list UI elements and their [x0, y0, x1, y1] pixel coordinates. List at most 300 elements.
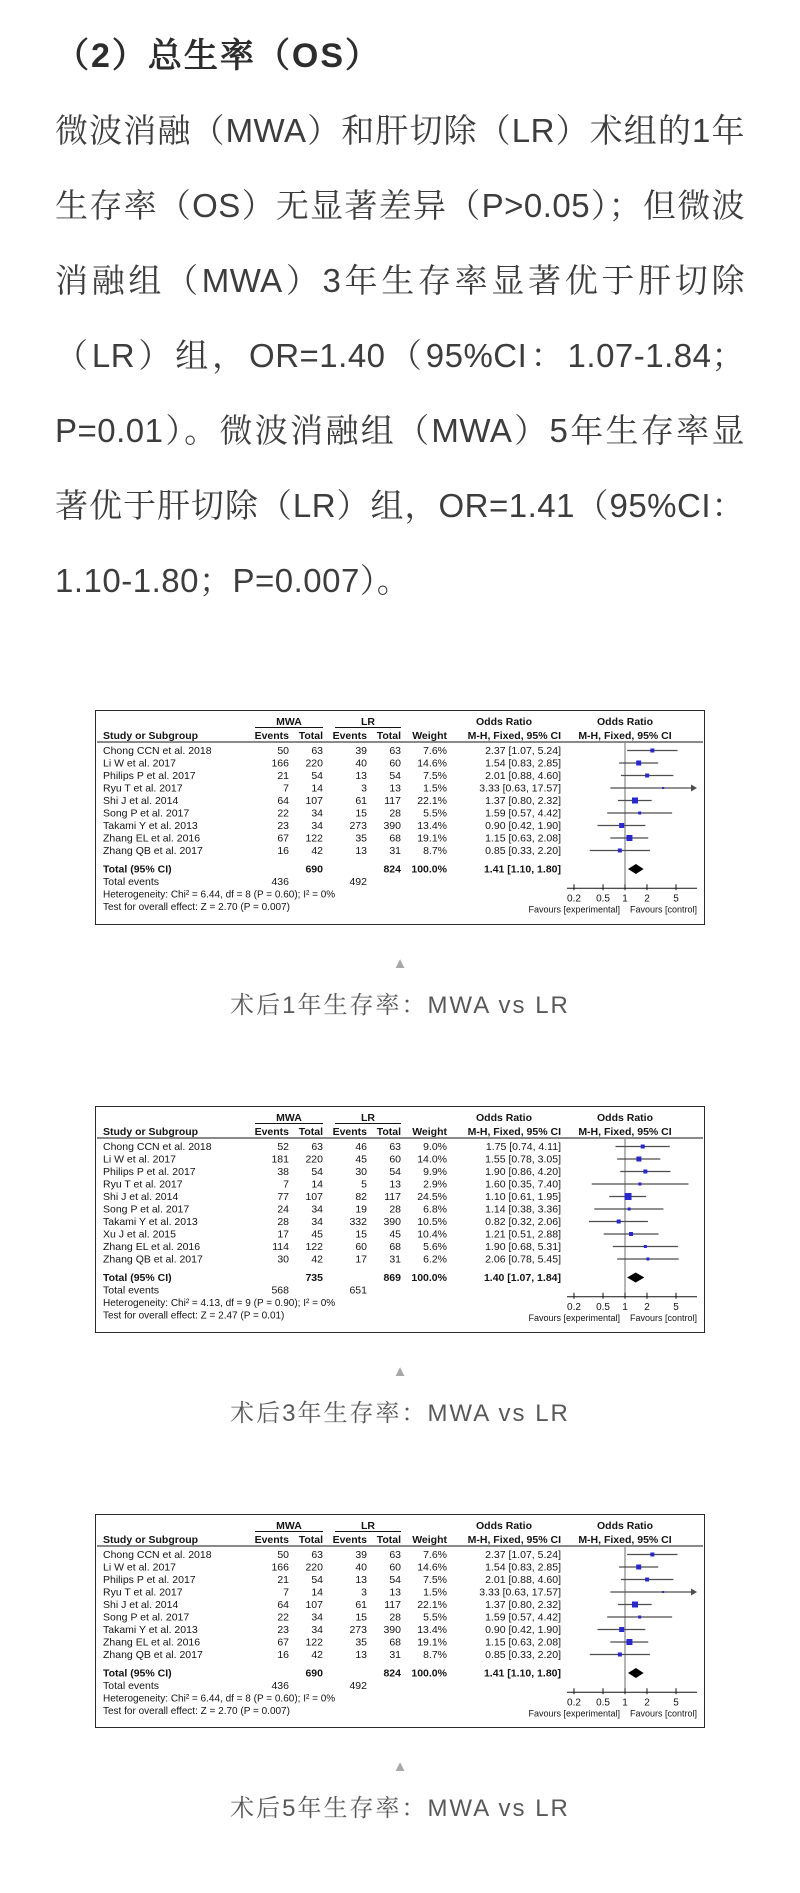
svg-text:492: 492: [349, 876, 367, 888]
or-square-marker: [629, 1232, 633, 1236]
svg-text:0.2: 0.2: [567, 893, 581, 905]
svg-text:34: 34: [311, 1215, 323, 1228]
pooled-diamond: [628, 864, 644, 874]
svg-text:19.1%: 19.1%: [417, 1636, 447, 1648]
svg-text:390: 390: [383, 820, 401, 832]
svg-text:Study or Subgroup: Study or Subgroup: [103, 1533, 199, 1546]
svg-text:45: 45: [389, 1228, 401, 1240]
svg-text:23: 23: [277, 820, 289, 832]
or-square-marker: [628, 1207, 631, 1210]
svg-text:LR: LR: [361, 716, 375, 728]
svg-text:100.0%: 100.0%: [411, 863, 447, 876]
svg-text:Events: Events: [254, 1125, 289, 1138]
svg-text:1.37 [0.80, 2.32]: 1.37 [0.80, 2.32]: [485, 1598, 561, 1611]
svg-text:Ryu T et al. 2017: Ryu T et al. 2017: [103, 782, 183, 795]
svg-text:1.54 [0.83, 2.85]: 1.54 [0.83, 2.85]: [485, 757, 561, 770]
svg-text:1.15 [0.63, 2.08]: 1.15 [0.63, 2.08]: [485, 832, 561, 845]
svg-text:Heterogeneity: Chi² = 4.13, df: Heterogeneity: Chi² = 4.13, df = 9 (P = 0.90); I² = 0%: [103, 1297, 336, 1309]
svg-text:28: 28: [277, 1215, 289, 1228]
svg-text:30: 30: [277, 1253, 289, 1265]
svg-text:114: 114: [272, 1240, 289, 1253]
svg-text:Takami Y et al. 2013: Takami Y et al. 2013: [103, 1215, 198, 1228]
svg-text:28: 28: [389, 1611, 401, 1623]
svg-text:14: 14: [311, 782, 323, 795]
svg-text:Zhang QB et al. 2017: Zhang QB et al. 2017: [103, 845, 203, 857]
svg-text:67: 67: [277, 1636, 289, 1648]
svg-text:MWA: MWA: [276, 1519, 302, 1532]
figure-5year-os: [55, 1514, 745, 1824]
svg-text:273: 273: [349, 820, 367, 832]
svg-text:220: 220: [305, 1153, 323, 1165]
svg-text:0.5: 0.5: [596, 1301, 610, 1313]
svg-text:34: 34: [311, 1203, 323, 1215]
svg-text:332: 332: [349, 1215, 367, 1228]
svg-text:Total: Total: [298, 730, 323, 742]
svg-text:34: 34: [311, 807, 323, 820]
svg-text:68: 68: [389, 1636, 401, 1648]
svg-text:5.5%: 5.5%: [423, 1611, 447, 1623]
svg-text:Events: Events: [332, 730, 367, 742]
svg-text:M-H, Fixed, 95% CI: M-H, Fixed, 95% CI: [578, 1533, 672, 1546]
collapse-triangle-icon[interactable]: ▲: [392, 1362, 408, 1380]
svg-text:122: 122: [305, 832, 323, 845]
svg-text:9.9%: 9.9%: [423, 1165, 447, 1178]
or-square-marker: [645, 1577, 649, 1581]
svg-text:46: 46: [355, 1140, 367, 1153]
svg-text:3.33 [0.63, 17.57]: 3.33 [0.63, 17.57]: [479, 782, 561, 795]
svg-text:Total events: Total events: [103, 876, 160, 888]
svg-text:77: 77: [277, 1190, 289, 1203]
svg-text:Total (95% CI): Total (95% CI): [103, 863, 172, 876]
svg-text:1.55 [0.78, 3.05]: 1.55 [0.78, 3.05]: [485, 1153, 561, 1165]
svg-text:54: 54: [311, 770, 323, 782]
or-square-marker: [641, 1144, 645, 1148]
or-square-marker: [626, 835, 632, 841]
pooled-diamond: [627, 1272, 644, 1282]
svg-text:42: 42: [311, 845, 323, 857]
forest-plot-3year-svg: [97, 1110, 703, 1329]
or-square-marker: [662, 787, 664, 789]
or-square-marker: [619, 1627, 624, 1632]
figure-caption-5year: 术后5年生存率：MWA vs LR: [230, 1795, 570, 1822]
svg-text:Weight: Weight: [412, 1125, 447, 1138]
svg-text:5: 5: [673, 893, 679, 905]
svg-text:13: 13: [389, 1178, 401, 1190]
svg-text:10.5%: 10.5%: [417, 1215, 447, 1228]
svg-text:1.90 [0.86, 4.20]: 1.90 [0.86, 4.20]: [485, 1165, 561, 1178]
or-square-marker: [638, 1182, 641, 1185]
svg-text:21: 21: [277, 770, 289, 782]
svg-text:6.8%: 6.8%: [423, 1203, 447, 1215]
svg-text:14.0%: 14.0%: [417, 1153, 447, 1165]
svg-text:31: 31: [389, 845, 401, 857]
svg-text:50: 50: [277, 745, 289, 757]
svg-text:5.6%: 5.6%: [423, 1240, 447, 1253]
svg-text:14.6%: 14.6%: [417, 757, 447, 770]
svg-text:1.54 [0.83, 2.85]: 1.54 [0.83, 2.85]: [485, 1561, 561, 1573]
svg-text:45: 45: [355, 1153, 367, 1165]
svg-text:17: 17: [355, 1253, 367, 1265]
svg-text:Events: Events: [254, 1533, 289, 1546]
svg-text:30: 30: [355, 1165, 367, 1178]
svg-text:MWA: MWA: [276, 1111, 302, 1124]
svg-text:Philips P et al. 2017: Philips P et al. 2017: [103, 1165, 196, 1178]
svg-text:117: 117: [384, 1598, 401, 1611]
svg-text:Total: Total: [376, 730, 401, 742]
svg-text:60: 60: [389, 757, 401, 770]
svg-text:Ryu T et al. 2017: Ryu T et al. 2017: [103, 1178, 183, 1190]
svg-text:2: 2: [644, 893, 650, 905]
svg-text:68: 68: [389, 832, 401, 845]
svg-text:Ryu T et al. 2017: Ryu T et al. 2017: [103, 1586, 183, 1598]
svg-text:Study or Subgroup: Study or Subgroup: [103, 730, 199, 742]
svg-text:LR: LR: [361, 1519, 375, 1532]
section-heading: （2）总生率（OS）: [55, 37, 382, 75]
svg-text:100.0%: 100.0%: [411, 1271, 447, 1284]
svg-text:63: 63: [389, 745, 401, 757]
svg-text:1.5%: 1.5%: [423, 1586, 447, 1598]
svg-text:13.4%: 13.4%: [417, 1623, 447, 1636]
svg-text:64: 64: [277, 1598, 289, 1611]
svg-text:122: 122: [305, 1636, 323, 1648]
svg-text:869: 869: [383, 1271, 401, 1284]
svg-text:5: 5: [361, 1178, 367, 1190]
svg-text:19: 19: [355, 1203, 367, 1215]
svg-text:1.15 [0.63, 2.08]: 1.15 [0.63, 2.08]: [485, 1636, 561, 1648]
svg-text:28: 28: [389, 807, 401, 820]
svg-text:Li W et al. 2017: Li W et al. 2017: [103, 1153, 176, 1165]
svg-text:7: 7: [283, 782, 289, 795]
svg-text:Chong CCN et al. 2018: Chong CCN et al. 2018: [103, 1140, 212, 1153]
svg-text:16: 16: [277, 845, 289, 857]
svg-text:Events: Events: [332, 1533, 367, 1546]
pooled-diamond: [628, 1668, 644, 1678]
svg-text:Li W et al. 2017: Li W et al. 2017: [103, 1561, 176, 1573]
svg-text:Heterogeneity: Chi² = 6.44, df: Heterogeneity: Chi² = 6.44, df = 8 (P = 0.60); I² = 0%: [103, 889, 336, 901]
svg-text:1.10 [0.61, 1.95]: 1.10 [0.61, 1.95]: [485, 1190, 561, 1203]
or-square-marker: [643, 1169, 647, 1173]
svg-text:436: 436: [271, 1679, 289, 1692]
svg-text:64: 64: [277, 795, 289, 807]
svg-text:63: 63: [311, 1140, 323, 1153]
svg-text:1.59 [0.57, 4.42]: 1.59 [0.57, 4.42]: [485, 807, 561, 820]
svg-text:19.1%: 19.1%: [417, 832, 447, 845]
svg-text:1.5%: 1.5%: [423, 782, 447, 795]
svg-text:34: 34: [311, 1611, 323, 1623]
svg-text:1.60 [0.35, 7.40]: 1.60 [0.35, 7.40]: [485, 1178, 561, 1190]
svg-text:Chong CCN et al. 2018: Chong CCN et al. 2018: [103, 745, 212, 757]
svg-text:15: 15: [355, 1611, 367, 1623]
or-square-marker: [632, 798, 638, 804]
svg-text:Odds Ratio: Odds Ratio: [475, 1111, 533, 1124]
svg-text:13: 13: [355, 1648, 367, 1661]
svg-text:7.5%: 7.5%: [423, 770, 447, 782]
svg-text:166: 166: [271, 757, 289, 770]
svg-text:63: 63: [389, 1140, 401, 1153]
svg-text:0.85 [0.33, 2.20]: 0.85 [0.33, 2.20]: [485, 1648, 561, 1661]
svg-text:0.5: 0.5: [596, 893, 610, 905]
svg-text:63: 63: [389, 1548, 401, 1561]
or-square-marker: [636, 1156, 641, 1161]
svg-text:2.01 [0.88, 4.60]: 2.01 [0.88, 4.60]: [485, 770, 561, 782]
svg-text:42: 42: [311, 1648, 323, 1661]
svg-text:2.01 [0.88, 4.60]: 2.01 [0.88, 4.60]: [485, 1573, 561, 1586]
svg-text:13: 13: [355, 1573, 367, 1586]
svg-text:Total events: Total events: [103, 1284, 160, 1296]
svg-text:Odds Ratio: Odds Ratio: [596, 1519, 654, 1532]
collapse-triangle-icon[interactable]: ▲: [392, 954, 408, 972]
or-square-marker: [644, 1245, 647, 1248]
svg-text:1.21 [0.51, 2.88]: 1.21 [0.51, 2.88]: [485, 1228, 561, 1240]
svg-text:31: 31: [389, 1253, 401, 1265]
svg-text:17: 17: [277, 1228, 289, 1240]
svg-text:52: 52: [277, 1140, 289, 1153]
or-square-marker: [618, 849, 622, 853]
svg-text:390: 390: [383, 1215, 401, 1228]
svg-text:22.1%: 22.1%: [417, 1598, 447, 1611]
svg-text:54: 54: [311, 1165, 323, 1178]
svg-text:690: 690: [305, 863, 323, 876]
svg-text:M-H, Fixed, 95% CI: M-H, Fixed, 95% CI: [578, 1125, 672, 1138]
svg-text:14: 14: [311, 1178, 323, 1190]
svg-text:Total: Total: [376, 1533, 401, 1546]
svg-text:Favours [control]: Favours [control]: [630, 1312, 698, 1323]
svg-text:1.59 [0.57, 4.42]: 1.59 [0.57, 4.42]: [485, 1611, 561, 1623]
or-square-marker: [626, 1639, 632, 1645]
svg-text:Odds Ratio: Odds Ratio: [596, 1111, 654, 1124]
svg-text:Zhang QB et al. 2017: Zhang QB et al. 2017: [103, 1648, 203, 1661]
svg-text:100.0%: 100.0%: [411, 1667, 447, 1679]
svg-text:38: 38: [277, 1165, 289, 1178]
svg-text:15: 15: [355, 807, 367, 820]
svg-text:Zhang EL et al. 2016: Zhang EL et al. 2016: [103, 1636, 201, 1648]
svg-text:M-H, Fixed, 95% CI: M-H, Fixed, 95% CI: [467, 1125, 561, 1138]
svg-text:735: 735: [305, 1271, 323, 1284]
svg-text:0.90 [0.42, 1.90]: 0.90 [0.42, 1.90]: [485, 1623, 561, 1636]
svg-text:122: 122: [305, 1240, 323, 1253]
svg-text:1: 1: [622, 1696, 628, 1708]
result-paragraph: 微波消融（MWA）和肝切除（LR）术组的1年生存率（OS）无显著差异（P>0.05）；但微波消融组（MWA）3年生存率显著优于肝切除（LR）组，OR=1.40（95%CI：1.07-1.84；P=0.01）。微波消融组（MWA）5年生存率显著优于肝切除（LR）组，OR=1.41（95%CI：1.10-1.80；P=0.007）。: [55, 112, 745, 599]
svg-text:3: 3: [361, 782, 367, 795]
ci-arrow: [691, 785, 697, 792]
svg-text:390: 390: [383, 1623, 401, 1636]
svg-text:Favours [experimental]: Favours [experimental]: [528, 904, 620, 915]
or-square-marker: [636, 761, 641, 766]
svg-text:8.7%: 8.7%: [423, 845, 447, 857]
or-square-marker: [662, 1591, 664, 1593]
or-square-marker: [632, 1601, 638, 1607]
svg-text:M-H, Fixed, 95% CI: M-H, Fixed, 95% CI: [578, 730, 672, 742]
svg-text:1.75 [0.74, 4.11]: 1.75 [0.74, 4.11]: [485, 1140, 561, 1153]
svg-text:Total events: Total events: [103, 1679, 160, 1692]
ci-arrow: [691, 1588, 697, 1595]
svg-text:28: 28: [389, 1203, 401, 1215]
figure-caption-3year: 术后3年生存率：MWA vs LR: [230, 1399, 570, 1427]
svg-text:MWA: MWA: [276, 716, 302, 728]
svg-text:Heterogeneity: Chi² = 6.44, df: Heterogeneity: Chi² = 6.44, df = 8 (P = 0.60); I² = 0%: [103, 1693, 336, 1704]
svg-text:Total: Total: [298, 1533, 323, 1546]
svg-text:Shi J et al. 2014: Shi J et al. 2014: [103, 1190, 179, 1203]
svg-text:10.4%: 10.4%: [417, 1228, 447, 1240]
svg-text:1.41 [1.10, 1.80]: 1.41 [1.10, 1.80]: [483, 1667, 561, 1679]
svg-text:2.37 [1.07, 5.24]: 2.37 [1.07, 5.24]: [485, 1548, 561, 1561]
svg-text:492: 492: [349, 1679, 367, 1692]
svg-text:Favours [control]: Favours [control]: [630, 904, 698, 915]
svg-text:Total: Total: [376, 1125, 401, 1138]
svg-text:15: 15: [355, 1228, 367, 1240]
svg-text:Chong CCN et al. 2018: Chong CCN et al. 2018: [103, 1548, 212, 1561]
svg-text:824: 824: [383, 863, 401, 876]
svg-text:13: 13: [355, 845, 367, 857]
svg-text:0.82 [0.32, 2.06]: 0.82 [0.32, 2.06]: [485, 1215, 561, 1228]
svg-text:39: 39: [355, 745, 367, 757]
svg-text:22: 22: [277, 807, 289, 820]
figure-1year-os: [55, 710, 745, 1020]
svg-text:Li W et al. 2017: Li W et al. 2017: [103, 757, 176, 770]
svg-text:13.4%: 13.4%: [417, 820, 447, 832]
svg-text:45: 45: [311, 1228, 323, 1240]
svg-text:82: 82: [355, 1190, 367, 1203]
svg-text:Odds Ratio: Odds Ratio: [596, 716, 654, 728]
svg-text:Weight: Weight: [412, 730, 447, 742]
svg-text:24.5%: 24.5%: [417, 1190, 447, 1203]
forest-plot-1year: [95, 710, 705, 925]
svg-text:Events: Events: [332, 1125, 367, 1138]
svg-text:5: 5: [673, 1301, 679, 1313]
svg-text:31: 31: [389, 1648, 401, 1661]
svg-text:Shi J et al. 2014: Shi J et al. 2014: [103, 1598, 179, 1611]
svg-text:Study or Subgroup: Study or Subgroup: [103, 1125, 199, 1138]
svg-text:651: 651: [349, 1284, 367, 1296]
svg-text:Takami Y et al. 2013: Takami Y et al. 2013: [103, 1623, 198, 1636]
svg-text:107: 107: [305, 795, 323, 807]
svg-text:54: 54: [389, 770, 401, 782]
svg-text:13: 13: [389, 782, 401, 795]
svg-text:63: 63: [311, 745, 323, 757]
svg-text:2: 2: [644, 1696, 650, 1708]
svg-text:1: 1: [622, 893, 628, 905]
svg-text:21: 21: [277, 1573, 289, 1586]
svg-text:0.90 [0.42, 1.90]: 0.90 [0.42, 1.90]: [485, 820, 561, 832]
svg-text:8.7%: 8.7%: [423, 1648, 447, 1661]
svg-text:Zhang EL et al. 2016: Zhang EL et al. 2016: [103, 832, 201, 845]
svg-text:273: 273: [349, 1623, 367, 1636]
svg-text:1.37 [0.80, 2.32]: 1.37 [0.80, 2.32]: [485, 795, 561, 807]
svg-text:61: 61: [355, 795, 367, 807]
svg-text:2: 2: [644, 1301, 650, 1313]
svg-text:54: 54: [389, 1573, 401, 1586]
svg-text:Weight: Weight: [412, 1533, 447, 1546]
forest-plot-3year: [95, 1106, 705, 1333]
svg-text:3: 3: [361, 1586, 367, 1598]
svg-text:Takami Y et al. 2013: Takami Y et al. 2013: [103, 820, 198, 832]
svg-text:Total: Total: [298, 1125, 323, 1138]
svg-text:568: 568: [271, 1284, 289, 1296]
or-square-marker: [645, 774, 649, 778]
or-square-marker: [619, 823, 624, 828]
svg-text:60: 60: [389, 1153, 401, 1165]
svg-text:220: 220: [305, 757, 323, 770]
svg-text:181: 181: [271, 1153, 289, 1165]
svg-text:7.6%: 7.6%: [423, 1548, 447, 1561]
svg-text:35: 35: [355, 832, 367, 845]
svg-text:35: 35: [355, 1636, 367, 1648]
svg-text:Odds Ratio: Odds Ratio: [475, 1519, 533, 1532]
forest-plot-5year: [95, 1514, 705, 1729]
svg-text:M-H, Fixed, 95% CI: M-H, Fixed, 95% CI: [467, 730, 561, 742]
figure-caption-1year: 术后1年生存率：MWA vs LR: [230, 991, 570, 1019]
svg-text:Test for overall effect: Z = 2: Test for overall effect: Z = 2.70 (P = 0.007): [103, 1705, 290, 1717]
svg-text:1: 1: [622, 1301, 628, 1313]
svg-text:Philips P et al. 2017: Philips P et al. 2017: [103, 770, 196, 782]
svg-text:23: 23: [277, 1623, 289, 1636]
svg-text:107: 107: [305, 1598, 323, 1611]
collapse-triangle-icon[interactable]: ▲: [392, 1758, 408, 1775]
svg-text:117: 117: [384, 1190, 401, 1203]
svg-text:5.5%: 5.5%: [423, 807, 447, 820]
svg-text:7: 7: [283, 1178, 289, 1190]
svg-text:68: 68: [389, 1240, 401, 1253]
svg-text:166: 166: [271, 1561, 289, 1573]
svg-text:1.41 [1.10, 1.80]: 1.41 [1.10, 1.80]: [483, 863, 561, 876]
svg-text:1.90 [0.68, 5.31]: 1.90 [0.68, 5.31]: [485, 1240, 561, 1253]
svg-text:0.5: 0.5: [596, 1696, 610, 1708]
svg-text:34: 34: [311, 1623, 323, 1636]
svg-text:24: 24: [277, 1203, 289, 1215]
svg-text:Odds Ratio: Odds Ratio: [475, 716, 533, 728]
svg-text:60: 60: [355, 1240, 367, 1253]
svg-text:Zhang QB et al. 2017: Zhang QB et al. 2017: [103, 1253, 203, 1265]
or-square-marker: [638, 1615, 641, 1618]
svg-text:42: 42: [311, 1253, 323, 1265]
svg-text:220: 220: [305, 1561, 323, 1573]
svg-text:5: 5: [673, 1696, 679, 1708]
forest-plot-5year-svg: [97, 1518, 703, 1725]
svg-text:0.2: 0.2: [567, 1696, 581, 1708]
svg-text:436: 436: [271, 876, 289, 888]
svg-text:6.2%: 6.2%: [423, 1253, 447, 1265]
svg-text:Favours [experimental]: Favours [experimental]: [528, 1312, 620, 1323]
or-square-marker: [650, 1552, 654, 1556]
svg-text:67: 67: [277, 832, 289, 845]
svg-text:14: 14: [311, 1586, 323, 1598]
svg-text:2.9%: 2.9%: [423, 1178, 447, 1190]
svg-text:Total (95% CI): Total (95% CI): [103, 1271, 172, 1284]
svg-text:0.2: 0.2: [567, 1301, 581, 1313]
svg-text:7.6%: 7.6%: [423, 745, 447, 757]
svg-text:40: 40: [355, 757, 367, 770]
svg-text:14.6%: 14.6%: [417, 1561, 447, 1573]
svg-text:Total (95% CI): Total (95% CI): [103, 1667, 172, 1679]
or-square-marker: [638, 812, 641, 815]
or-square-marker: [617, 1219, 621, 1223]
svg-text:Favours [experimental]: Favours [experimental]: [528, 1707, 620, 1718]
or-square-marker: [636, 1564, 641, 1569]
svg-text:2.06 [0.78, 5.45]: 2.06 [0.78, 5.45]: [485, 1253, 561, 1265]
svg-text:2.37 [1.07, 5.24]: 2.37 [1.07, 5.24]: [485, 745, 561, 757]
svg-text:7: 7: [283, 1586, 289, 1598]
svg-text:63: 63: [311, 1548, 323, 1561]
svg-text:0.85 [0.33, 2.20]: 0.85 [0.33, 2.20]: [485, 845, 561, 857]
svg-text:7.5%: 7.5%: [423, 1573, 447, 1586]
svg-text:39: 39: [355, 1548, 367, 1561]
svg-text:Test for overall effect: Z = 2: Test for overall effect: Z = 2.47 (P = 0.01): [103, 1310, 285, 1321]
svg-text:117: 117: [384, 795, 401, 807]
svg-text:54: 54: [311, 1573, 323, 1586]
or-square-marker: [646, 1257, 649, 1260]
svg-text:Zhang EL et al. 2016: Zhang EL et al. 2016: [103, 1240, 201, 1253]
svg-text:107: 107: [305, 1190, 323, 1203]
